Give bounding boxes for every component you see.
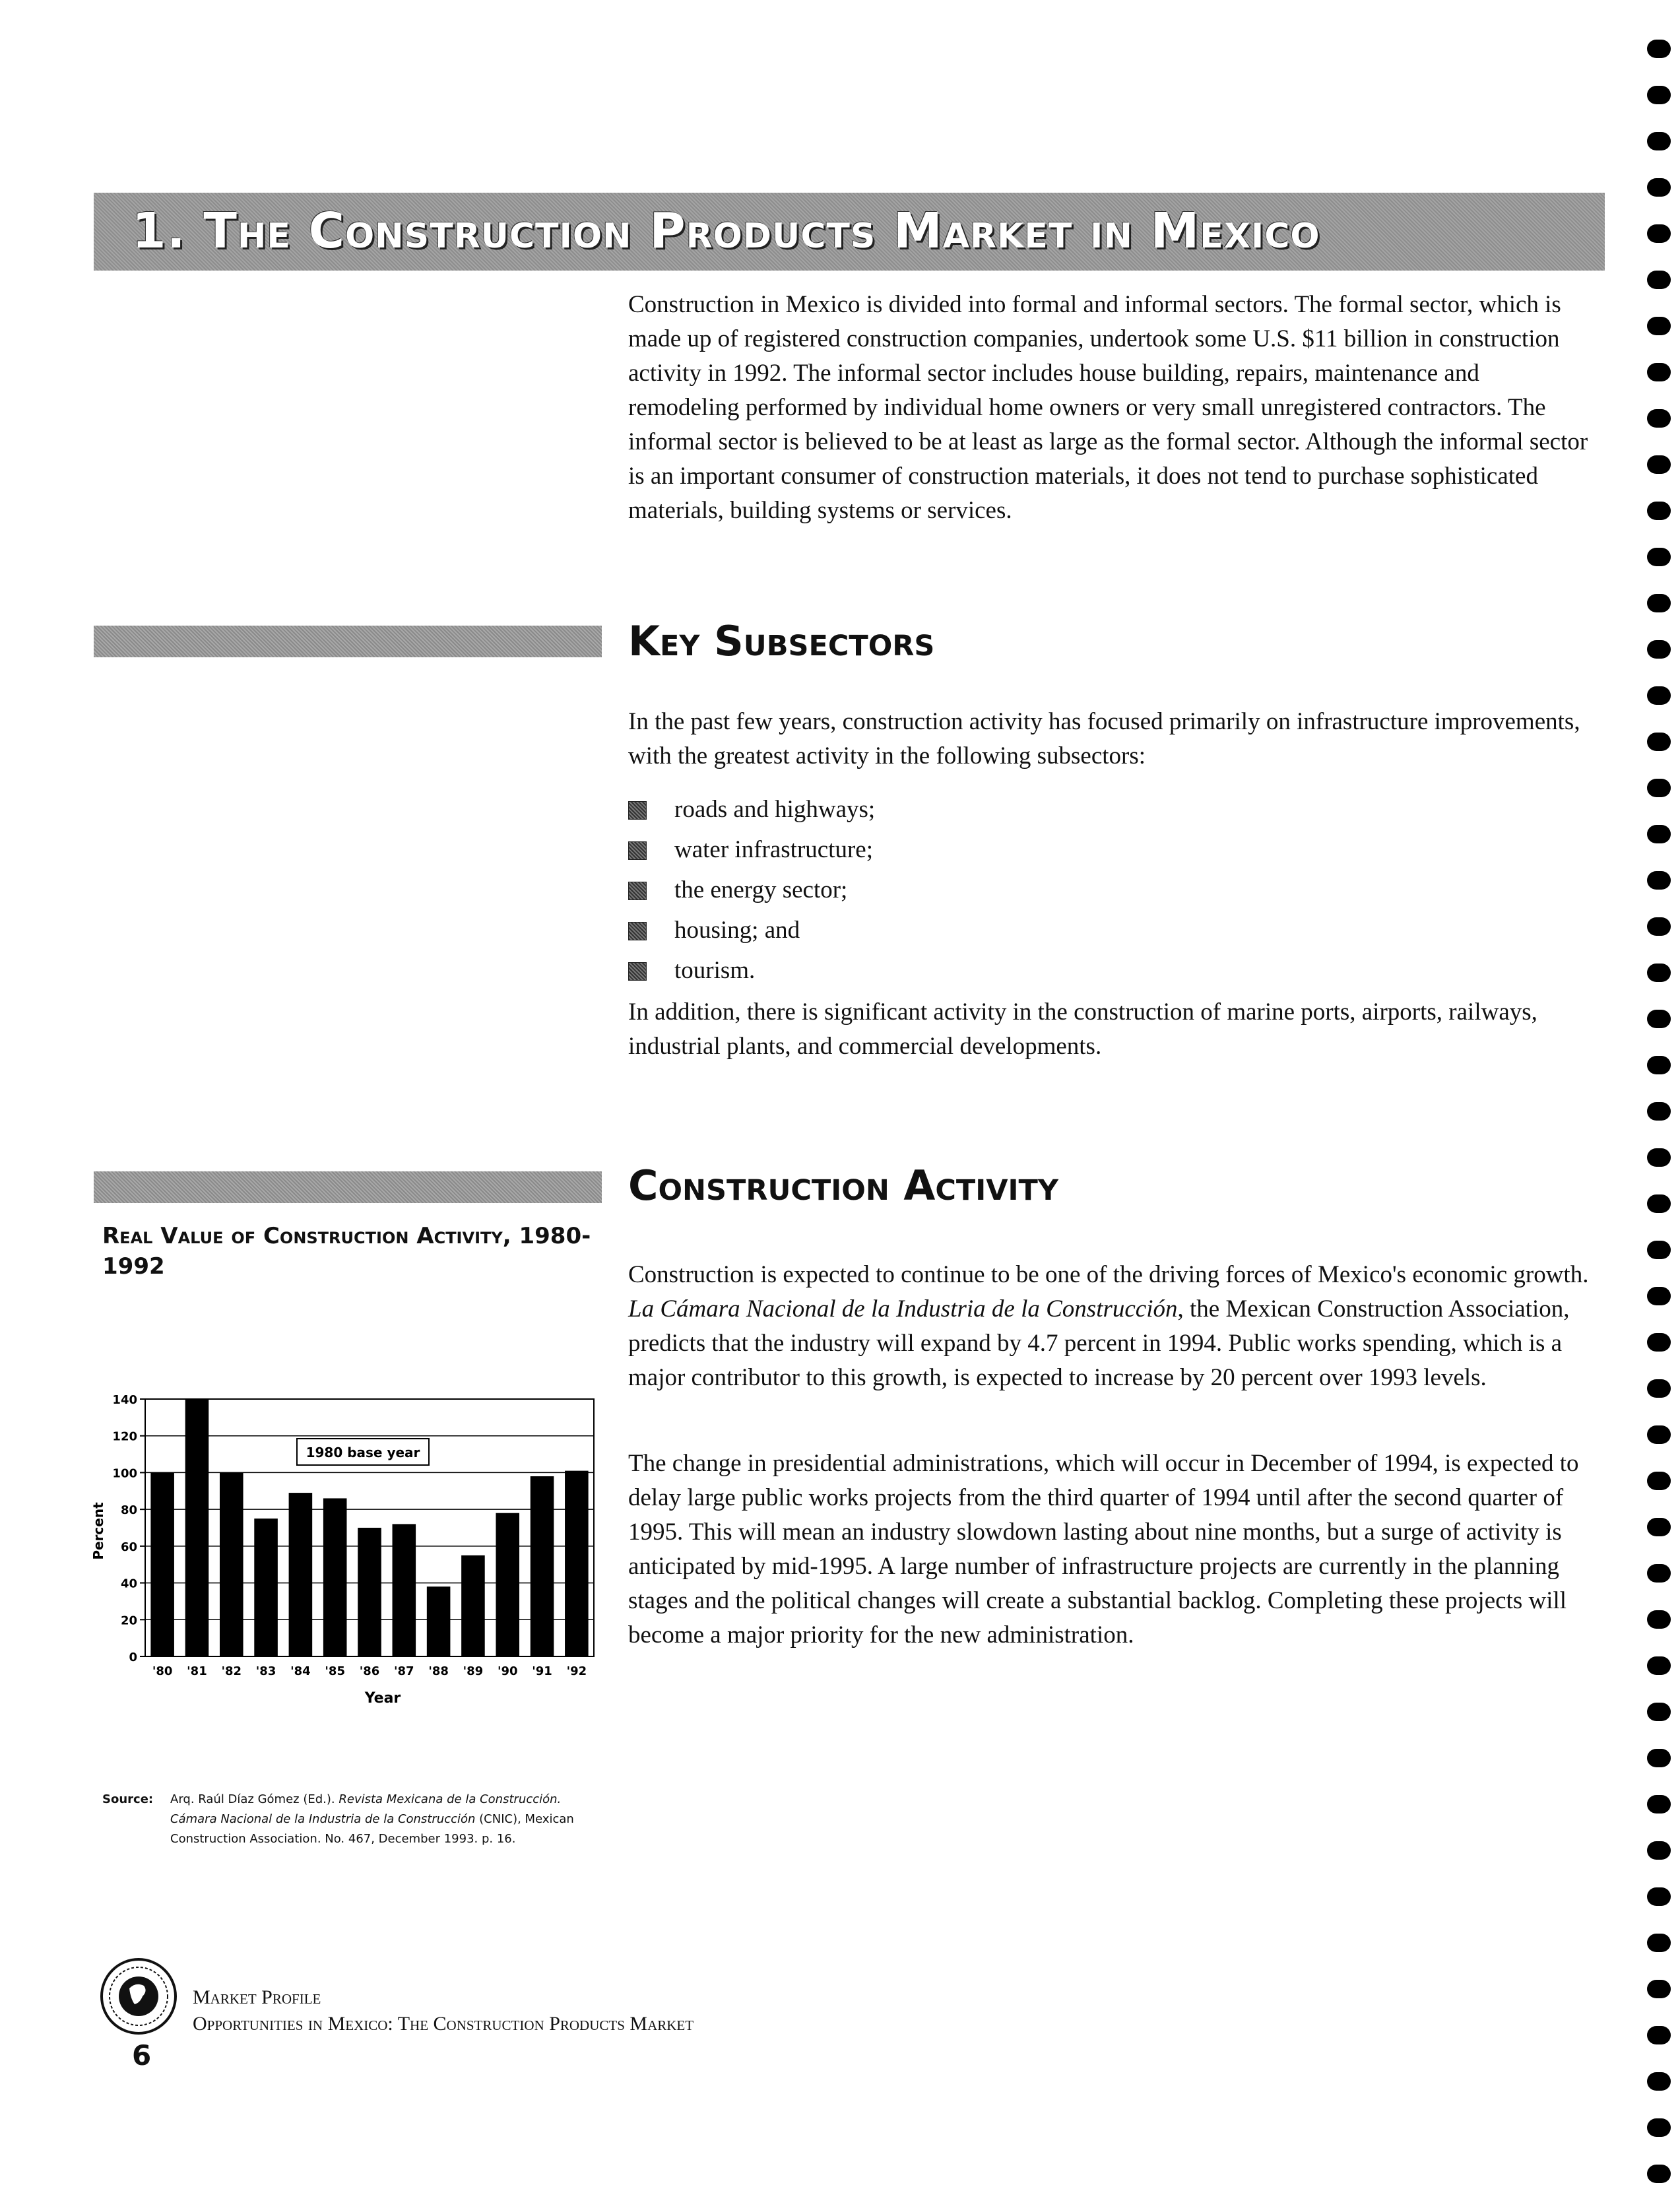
- binding-hole: [1647, 224, 1671, 243]
- y-tick-label: 20: [120, 1614, 137, 1628]
- bar-86: [358, 1528, 381, 1656]
- x-tick-label: '92: [566, 1664, 587, 1678]
- binding-hole: [1647, 2072, 1671, 2091]
- binding-hole: [1647, 548, 1671, 566]
- list-item: roads and highways;: [628, 789, 1552, 830]
- y-tick-label: 120: [112, 1429, 137, 1444]
- bullet-square-icon: [628, 882, 647, 900]
- binding-hole: [1647, 1194, 1671, 1213]
- base-year-annotation: [297, 1439, 429, 1465]
- page-title: 1. The Construction Products Market in Mexico: [132, 203, 1320, 259]
- binding-hole: [1647, 86, 1671, 104]
- x-tick-label: '81: [187, 1664, 207, 1678]
- y-tick-label: 60: [120, 1540, 137, 1554]
- x-tick-label: '90: [497, 1664, 518, 1678]
- binding-hole: [1647, 2118, 1671, 2137]
- binding-hole: [1647, 594, 1671, 612]
- binding-hole: [1647, 178, 1671, 197]
- list-item: water infrastructure;: [628, 830, 1552, 870]
- y-tick-label: 100: [112, 1466, 137, 1481]
- list-item: housing; and: [628, 910, 1552, 950]
- bullet-square-icon: [628, 922, 647, 940]
- binding-hole: [1647, 132, 1671, 150]
- binding-hole: [1647, 733, 1671, 751]
- bar-88: [427, 1586, 451, 1656]
- binding-hole: [1647, 964, 1671, 982]
- section-divider-bar: [94, 1171, 602, 1203]
- binding-hole: [1647, 1333, 1671, 1352]
- bar-81: [185, 1399, 209, 1656]
- binding-hole: [1647, 1287, 1671, 1305]
- binding-hole: [1647, 1564, 1671, 1583]
- x-tick-label: '86: [359, 1664, 380, 1678]
- key-subsectors-closing: In addition, there is significant activity in the construction of marine ports, airports, railways, industrial plants, and commercial developments.: [628, 998, 1537, 1060]
- base-year-label: 1980 base year: [306, 1445, 420, 1460]
- x-tick-label: '85: [325, 1664, 345, 1678]
- construction-activity-paragraph-2: The change in presidential administrations, which will occur in December of 1994, is expected to delay large public works projects from the third quarter of 1994 until after the second quarter of 1995. This will mean an industry slowdown lasting about nine months, but a surge of activity is anticipated by mid-1995. A large number of infrastructure projects are currently in the planning stages and the political changes will create a substantial backlog. Completing these projects will become a major priority for the new administration.: [628, 1450, 1579, 1649]
- binding-hole: [1647, 1425, 1671, 1444]
- binding-hole: [1647, 1241, 1671, 1259]
- list-item: the energy sector;: [628, 870, 1552, 910]
- binding-hole: [1647, 917, 1671, 936]
- bar-87: [393, 1524, 416, 1656]
- bullet-square-icon: [628, 962, 647, 981]
- binding-hole: [1647, 1841, 1671, 1860]
- key-subsectors-heading: Key Subsectors: [628, 617, 935, 665]
- binding-hole: [1647, 1795, 1671, 1813]
- binding-hole: [1647, 779, 1671, 797]
- bullet-square-icon: [628, 841, 647, 860]
- nafta-seal-logo: [99, 1957, 178, 2036]
- binding-hole: [1647, 409, 1671, 428]
- binding-hole: [1647, 1379, 1671, 1398]
- binding-hole: [1647, 825, 1671, 843]
- binding-hole: [1647, 686, 1671, 705]
- bar-91: [531, 1476, 554, 1656]
- y-tick-label: 40: [120, 1577, 137, 1591]
- construction-activity-chart: [79, 1386, 607, 1729]
- binding-hole: [1647, 1148, 1671, 1167]
- binding-hole: [1647, 455, 1671, 474]
- binding-hole: [1647, 1010, 1671, 1028]
- binding-hole: [1647, 871, 1671, 890]
- y-tick-label: 80: [120, 1503, 137, 1518]
- footer-line-1: Market Profile: [193, 1986, 321, 2008]
- bar-83: [254, 1519, 278, 1656]
- binding-hole: [1647, 317, 1671, 335]
- key-subsectors-lead: In the past few years, construction activity has focused primarily on infrastructure improvements, with the greatest activity in the following subsectors:: [628, 708, 1580, 769]
- page-number: 6: [132, 2039, 152, 2072]
- source-label: Source:: [102, 1792, 154, 1806]
- binding-hole: [1647, 640, 1671, 659]
- binding-hole: [1647, 2026, 1671, 2044]
- construction-activity-heading: Construction Activity: [628, 1161, 1059, 1210]
- binding-hole: [1647, 1518, 1671, 1536]
- x-tick-label: '82: [221, 1664, 242, 1678]
- binding-hole: [1647, 502, 1671, 520]
- source-text: Arq. Raúl Díaz Gómez (Ed.). Revista Mexicana de la Construcción. Cámara Nacional de la Industria de la Construcción (CNIC), Mexican Construction Association. No. 467, December 1993. p. 16.: [170, 1792, 574, 1846]
- bar-90: [496, 1513, 519, 1656]
- x-tick-label: '83: [255, 1664, 276, 1678]
- bullet-square-icon: [628, 801, 647, 820]
- y-tick-label: 0: [129, 1650, 137, 1664]
- binding-hole: [1647, 1749, 1671, 1767]
- x-tick-label: '89: [463, 1664, 484, 1678]
- x-tick-label: '91: [532, 1664, 552, 1678]
- footer-line-2: Opportunities in Mexico: The Construction Products Market: [193, 2013, 694, 2035]
- binding-hole: [1647, 1887, 1671, 1906]
- construction-activity-paragraph-1: Construction is expected to continue to be one of the driving forces of Mexico's economic growth. La Cámara Nacional de la Industria de la Construcción, the Mexican Construction Association, predicts that the industry will expand by 4.7 percent in 1994. Public works spending, which is a major contributor to this growth, is expected to increase by 20 percent over 1993 levels.: [628, 1261, 1589, 1391]
- chart-title: Real Value of Construction Activity, 1980-1992: [102, 1223, 591, 1280]
- binding-hole: [1647, 40, 1671, 58]
- bar-89: [461, 1555, 485, 1656]
- x-axis-label: Year: [364, 1690, 401, 1707]
- binding-hole: [1647, 1656, 1671, 1675]
- y-tick-label: 140: [112, 1393, 137, 1407]
- binding-hole: [1647, 1610, 1671, 1629]
- bar-82: [220, 1472, 243, 1656]
- binding-hole: [1647, 363, 1671, 381]
- binding-hole: [1647, 1934, 1671, 1952]
- x-tick-label: '87: [394, 1664, 414, 1678]
- bar-85: [323, 1498, 347, 1656]
- binding-hole: [1647, 271, 1671, 289]
- intro-paragraph: Construction in Mexico is divided into formal and informal sectors. The formal sector, which is made up of registered construction companies, undertook some U.S. $11 billion in construction activity in 1992. The informal sector includes house building, repairs, maintenance and remodeling performed by individual home owners or very small unregistered contractors. The informal sector is believed to be at least as large as the formal sector. Although the informal sector is an important consumer of construction materials, it does not tend to purchase sophisticated materials, building systems or services.: [628, 291, 1588, 524]
- y-axis-label: Percent: [90, 1502, 106, 1560]
- subsector-list: [628, 789, 1552, 991]
- x-tick-label: '84: [290, 1664, 311, 1678]
- x-tick-label: '80: [152, 1664, 173, 1678]
- binding-hole: [1647, 1056, 1671, 1074]
- binding-hole: [1647, 1980, 1671, 1998]
- list-item: tourism.: [628, 950, 1552, 991]
- binding-hole: [1647, 1472, 1671, 1490]
- bar-84: [289, 1493, 313, 1656]
- binding-hole: [1647, 1703, 1671, 1721]
- binding-hole: [1647, 1102, 1671, 1121]
- bar-80: [150, 1472, 174, 1656]
- section-divider-bar: [94, 626, 602, 657]
- x-tick-label: '88: [428, 1664, 449, 1678]
- binding-hole: [1647, 2165, 1671, 2183]
- bar-92: [565, 1471, 589, 1656]
